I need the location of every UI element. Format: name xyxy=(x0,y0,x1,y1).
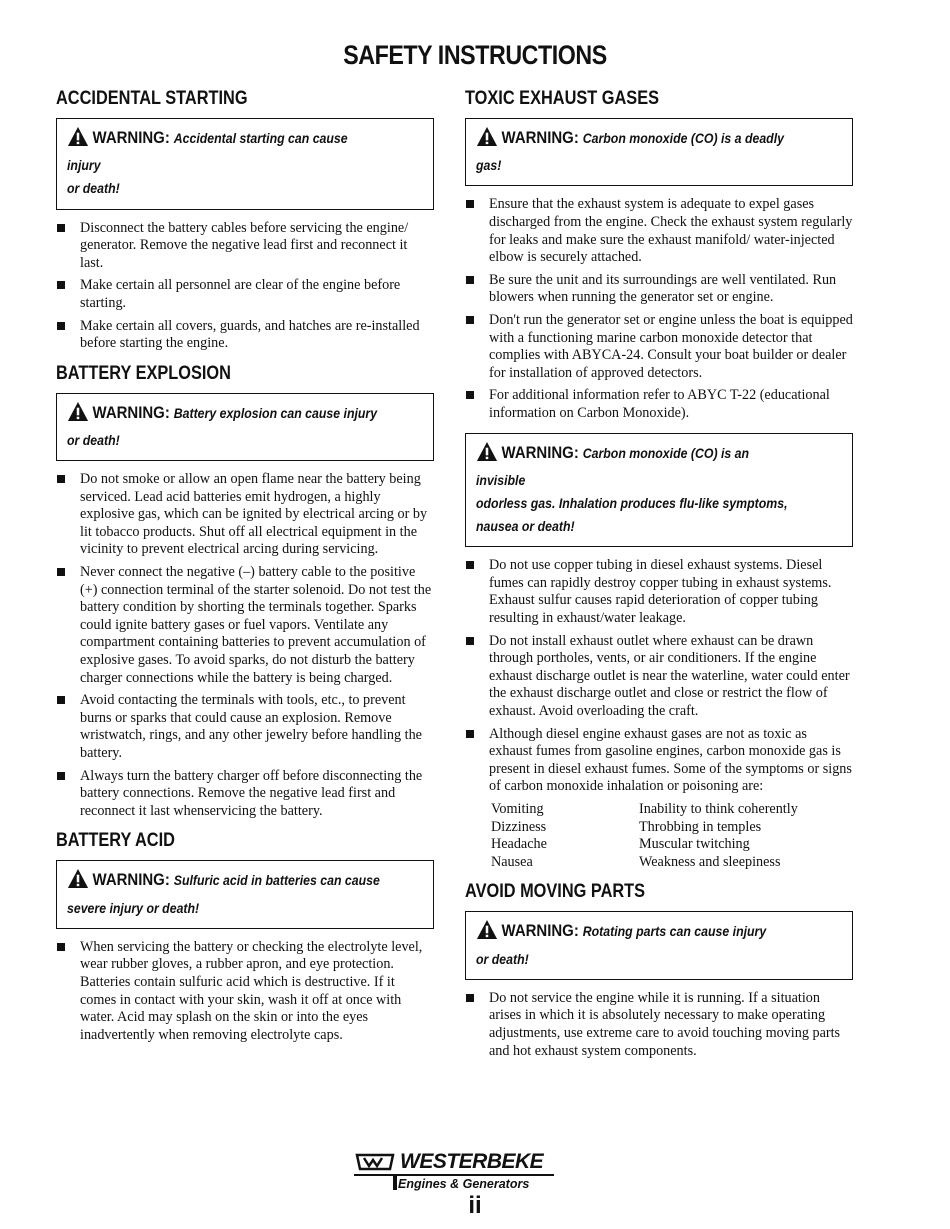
logo-tagline: Engines & Generators xyxy=(398,1177,530,1191)
bullet-text: Avoid contacting the terminals with tools, etc., to prevent burns or sparks that could cause an explosion. Remove wristwatch, rings, and any other jewelry before handling the battery. xyxy=(80,692,422,761)
safety-section xyxy=(465,881,853,1060)
bullet-item xyxy=(465,726,853,796)
bullet-item xyxy=(56,277,434,312)
bullet-text: Don't run the generator set or engine unless the boat is equipped with a functioning marine carbon monoxide detector that complies with ABYCA-24. Consult your boat builder or dealer for installation of approved detectors. xyxy=(489,311,853,381)
symptom-item: Nausea xyxy=(491,853,533,870)
bullet-item xyxy=(56,220,434,273)
warning-triangle-icon xyxy=(476,919,498,947)
bullet-item xyxy=(56,939,434,1045)
bullet-square-icon xyxy=(57,281,65,289)
warning-label: WARNING: xyxy=(501,921,579,941)
warning-text: or death! xyxy=(476,950,529,967)
bullet-square-icon xyxy=(57,696,65,704)
warning-text: Carbon monoxide (CO) is an invisible xyxy=(476,444,750,488)
warning-triangle-icon xyxy=(67,401,89,429)
symptom-item: Headache xyxy=(491,836,547,853)
safety-section xyxy=(56,88,434,353)
bullet-square-icon xyxy=(466,561,474,569)
page-number: ii xyxy=(468,1192,482,1219)
warning-line xyxy=(476,441,798,492)
warning-label: WARNING: xyxy=(501,442,579,462)
warning-line xyxy=(476,515,798,538)
bullet-text: Be sure the unit and its surroundings are well ventilated. Run blowers when running the generator set or engine. xyxy=(489,271,837,306)
warning-line xyxy=(67,401,380,429)
warning-line xyxy=(67,429,380,452)
warning-line xyxy=(476,126,798,177)
westerbeke-w-logo-icon xyxy=(354,1152,396,1172)
warning-text: odorless gas. Inhalation produces flu-like symptoms, xyxy=(476,494,788,511)
symptom-item: Throbbing in temples xyxy=(639,818,762,835)
bullet-item xyxy=(465,272,853,307)
bullet-list xyxy=(465,196,853,422)
bullet-item xyxy=(56,768,434,821)
bullet-item xyxy=(56,318,434,353)
warning-label: WARNING: xyxy=(92,402,170,422)
symptom-item: Dizziness xyxy=(491,818,547,835)
bullet-text: Make certain all covers, guards, and hatches are re-installed before starting the engine. xyxy=(80,317,420,352)
section-heading: TOXIC EXHAUST GASES xyxy=(465,88,660,109)
bullet-list xyxy=(56,939,434,1045)
bullet-text: Always turn the battery charger off before disconnecting the battery connections. Remove the negative lead first and reconnect it last whenservicing the battery. xyxy=(80,767,423,819)
warning-triangle-icon xyxy=(67,126,89,154)
bullet-text: Disconnect the battery cables before servicing the engine/ generator. Remove the negative lead first and reconnect it last. xyxy=(80,219,409,271)
warning-triangle-icon xyxy=(67,868,89,896)
logo-rule xyxy=(354,1174,554,1176)
bullet-text: Although diesel engine exhaust gases are not as toxic as exhaust fumes from gasoline engines, carbon monoxide gas is present in diesel exhaust fumes. Some of the symptoms or signs of carbon monoxide inhalation or poisoning are: xyxy=(489,725,852,795)
bullet-item xyxy=(56,471,434,559)
warning-box xyxy=(56,393,434,461)
warning-label: WARNING: xyxy=(92,128,170,147)
bullet-square-icon xyxy=(57,772,65,780)
bullet-square-icon xyxy=(466,730,474,738)
warning-triangle-icon xyxy=(476,441,498,469)
warning-text: or death! xyxy=(67,180,120,197)
bullet-square-icon xyxy=(466,994,474,1002)
warning-line xyxy=(67,897,380,920)
left-column xyxy=(56,88,434,1054)
warning-box xyxy=(465,118,853,186)
bullet-item xyxy=(465,312,853,382)
warning-text: Accidental starting can cause injury xyxy=(67,130,348,174)
bullet-text: When servicing the battery or checking the electrolyte level, wear rubber gloves, a rubber apron, and eye protection. Batteries contain sulfuric acid which is destructive. If it comes in contact with your skin, wash it off at once with water. Acid may splash on the skin or into the eyes inadvertently when removing electrolyte caps. xyxy=(80,938,423,1043)
warning-line xyxy=(476,948,798,971)
warning-label: WARNING: xyxy=(92,870,170,890)
bullet-text: For additional information refer to ABYC T-22 (educational information on Carbon Monoxide). xyxy=(489,387,830,421)
warning-text: Battery explosion can cause injury xyxy=(173,404,378,421)
symptom-item: Muscular twitching xyxy=(639,836,750,853)
warning-text: nausea or death! xyxy=(476,518,575,535)
westerbeke-logo xyxy=(350,1150,610,1196)
section-heading: BATTERY EXPLOSION xyxy=(56,362,231,384)
section-heading: ACCIDENTAL STARTING xyxy=(56,88,248,109)
symptoms-table xyxy=(491,801,853,871)
logo-bar xyxy=(393,1174,397,1190)
bullet-square-icon xyxy=(57,568,65,576)
symptom-item: Vomiting xyxy=(491,800,544,817)
warning-triangle-icon xyxy=(476,126,498,154)
bullet-square-icon xyxy=(57,224,65,232)
warning-text: Rotating parts can cause injury xyxy=(582,923,767,940)
warning-box xyxy=(56,860,434,928)
warning-text: Carbon monoxide (CO) is a deadly gas! xyxy=(476,130,784,174)
bullet-text: Make certain all personnel are clear of the engine before starting. xyxy=(80,277,401,311)
bullet-list xyxy=(56,220,434,353)
bullet-text: Do not smoke or allow an open flame near the battery being serviced. Lead acid batteries emit hydrogen, a highly explosive gas, which can be ignited by electrical arcing or by lit tobacco products. Shut off all electrical equipment in the vicinity to prevent electrical arcing during servicing. xyxy=(80,471,428,558)
bullet-square-icon xyxy=(466,276,474,284)
section-heading: BATTERY ACID xyxy=(56,830,175,852)
bullet-square-icon xyxy=(57,322,65,330)
bullet-text: Ensure that the exhaust system is adequate to expel gases discharged from the engine. Check the exhaust system regularly for leaks and make sure the exhaust manifold/ water-injected elbow is securely attached. xyxy=(489,196,853,266)
page-title: SAFETY INSTRUCTIONS xyxy=(343,40,607,70)
warning-box xyxy=(465,911,853,979)
bullet-text: Do not service the engine while it is running. If a situation arises in which it is absolutely necessary to make operating adjustments, use extreme care to avoid touching moving parts and hot exhaust system components. xyxy=(489,989,841,1059)
bullet-square-icon xyxy=(466,637,474,645)
symptom-item: Weakness and sleepiness xyxy=(639,853,781,870)
bullet-item xyxy=(465,990,853,1060)
bullet-item xyxy=(56,564,434,687)
warning-label: WARNING: xyxy=(501,128,579,147)
safety-section xyxy=(465,88,853,871)
bullet-item xyxy=(465,387,853,422)
warning-text: or death! xyxy=(67,431,120,448)
warning-text: severe injury or death! xyxy=(67,899,200,916)
bullet-text: Do not use copper tubing in diesel exhaust systems. Diesel fumes can rapidly destroy copper tubing in exhaust systems. Exhaust sulfur causes rapid deterioration of copper tubing resulting in exhaust/water leakage. xyxy=(489,557,832,627)
warning-line xyxy=(67,126,380,177)
bullet-text: Do not install exhaust outlet where exhaust can be drawn through portholes, vents, or air conditioners. If the engine exhaust discharge outlet is near the waterline, water could enter the exhaust discharge outlet and close or restrict the flow of exhaust. Avoid overloading the craft. xyxy=(489,632,850,719)
warning-line xyxy=(67,868,380,896)
bullet-text: Never connect the negative (–) battery cable to the positive (+) connection terminal of the starter solenoid. Do not test the battery condition by shorting the terminals together. Sparks could ignite battery gases or fuel vapors. Ventilate any compartment containing batteries to prevent accumulation of explosive gases. To avoid sparks, do not disturb the battery charger connections while the battery is being charged. xyxy=(80,564,432,686)
logo-name: WESTERBEKE xyxy=(400,1150,544,1173)
safety-section xyxy=(56,830,434,1044)
symptom-item: Inability to think coherently xyxy=(639,800,798,817)
bullet-item xyxy=(56,692,434,762)
warning-box xyxy=(56,118,434,210)
right-column xyxy=(465,88,853,1070)
warning-line xyxy=(476,919,798,947)
bullet-item xyxy=(465,196,853,266)
warning-line xyxy=(67,177,380,200)
section-heading: AVOID MOVING PARTS xyxy=(465,881,646,903)
warning-line xyxy=(476,492,798,515)
bullet-list xyxy=(465,990,853,1060)
bullet-square-icon xyxy=(466,391,474,399)
safety-section xyxy=(56,363,434,821)
warning-box xyxy=(465,433,853,548)
bullet-item xyxy=(465,633,853,721)
bullet-item xyxy=(465,557,853,627)
bullet-square-icon xyxy=(466,200,474,208)
bullet-square-icon xyxy=(57,943,65,951)
warning-text: Sulfuric acid in batteries can cause xyxy=(173,872,380,889)
bullet-square-icon xyxy=(466,316,474,324)
bullet-list xyxy=(56,471,434,820)
bullet-square-icon xyxy=(57,475,65,483)
bullet-list xyxy=(465,557,853,796)
